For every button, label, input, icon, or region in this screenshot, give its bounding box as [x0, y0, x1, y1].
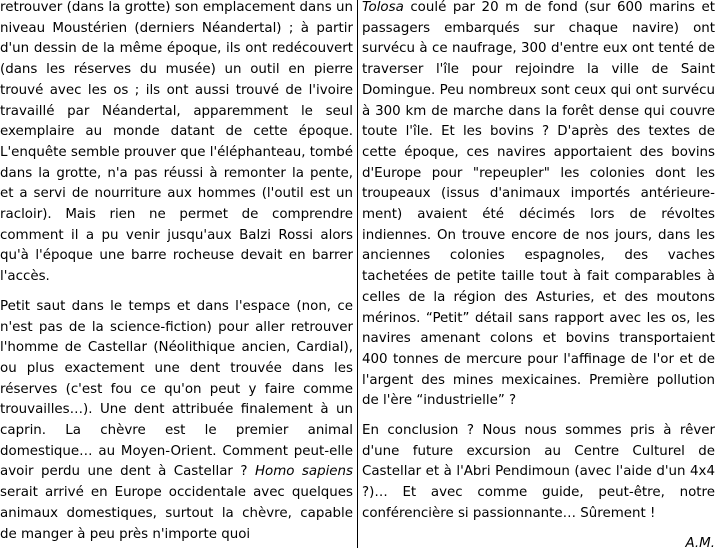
right-column	[362, 0, 715, 554]
author-signature: A.M.	[685, 535, 715, 551]
left-paragraph-2-text-b: serait arrivé en Europe occidentale avec quelques animaux domestiques, surtout la chèvre, capable de manger à peu près n'importe quoi	[0, 485, 353, 542]
left-paragraph-2	[0, 297, 353, 545]
right-paragraph-1	[362, 0, 715, 412]
left-paragraph-2-text-a: Petit saut dans le temps et dans l'espace (non, ce n'est pas de la science-fiction) pour aller retrouver l'homme de Castellar (Néolithique ancien, Cardial), ou plus exactement une dent trouvée dans les réserves (c'est fou ce qu'on peut y faire comme trouvailles…). Une dent attribuée finalement à un caprin. La chèvre est le premier animal domestique… au Moyen-Orient. Comment peut-elle avoir perdu une dent à Castellar ?	[0, 298, 353, 480]
right-paragraph-1-text: coulé par 20 m de fond (sur 600 marins et passagers embarqués sur chaque navire) ont survécu à ce naufrage, 300 d'entre eux ont tenté de traverser l'île pour rejoindre la ville de Saint Domingue. Peu nombreux sont ceux qui ont survécu à 300 km de marche dans la forêt dense qui couvre toute l'île. Et les bovins ? D'après des textes de cette époque, ces navires apportaient des bovins d'Europe pour "repeupler" les colonies dont les troupeaux (issus d'animaux importés antérieure-ment) avaient été décimés lors de révoltes indiennes. On trouve encore de nos jours, dans les anciennes colonies espagnoles, des vaches tachetées de petite taille tout à fait comparables à celles de la région des Asturies, et des moutons mérinos. “Petit” détail sans rapport avec les os, les navires amenant colons et bovins transportaient 400 tonnes de mercure pour l'affinage de l'or et de l'argent des mines mexicaines. Première pollution de l'ère “industrielle” ?	[362, 0, 715, 409]
right-paragraph-2: En conclusion ? Nous nous sommes pris à rêver d'une future excursion au Centre Culturel de Castellar et à l'Abri Pendimoun (avec l'aide d'un 4x4 ?)… Et avec comme guide, peut-être, notre conférencière si passionnante… Sûrement !	[362, 423, 715, 521]
left-column	[0, 0, 353, 545]
column-divider	[357, 0, 358, 548]
left-paragraph-1: retrouver (dans la grotte) son emplacement dans un niveau Moustérien (derniers Néandertal) ; à partir d'un dessin de la même époque, ils ont redécouvert (dans les réserves du musée) un outil en pierre trouvé avec les os ; ils ont aussi trouvé de l'ivoire travaillé par Néandertal, apparemment le seul exemplaire au monde datant de cette époque. L'enquête semble prouver que l'éléphanteau, tombé dans la grotte, n'a pas réussi à remonter la pente, et a servi de nourriture aux hommes (l'outil est un racloir). Mais rien ne permet de comprendre comment il a pu venir jusqu'aux Balzi Rossi alors qu'à l'époque une barre rocheuse devait en barrer l'accès.	[0, 0, 353, 285]
right-paragraph-1-italic: Tolosa	[362, 0, 404, 15]
left-paragraph-2-italic: Homo sapiens	[254, 464, 353, 480]
